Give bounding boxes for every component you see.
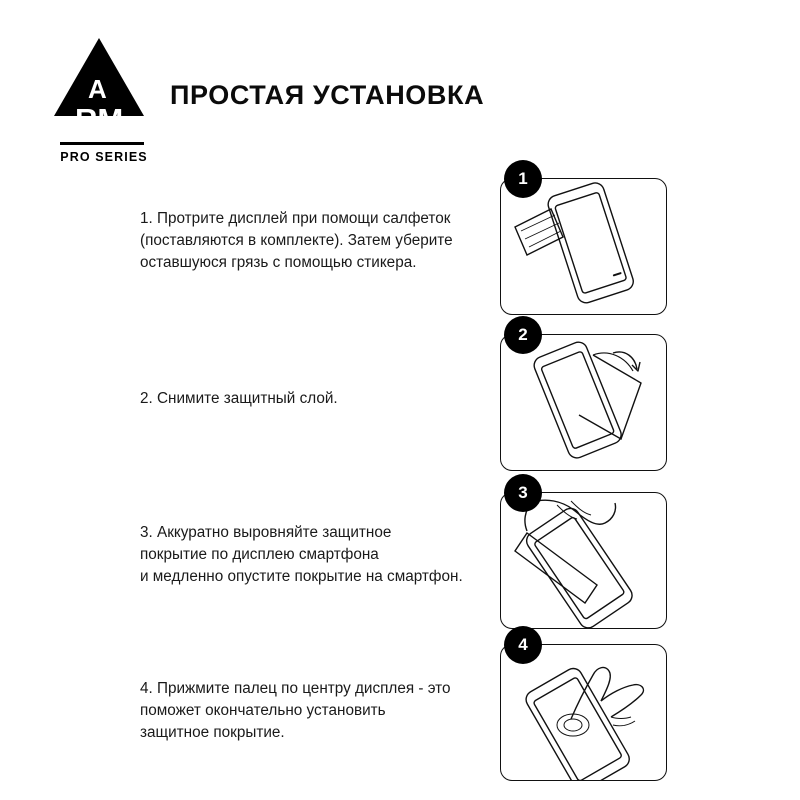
- step-4-line-1: 4. Прижмите палец по центру дисплея - это: [140, 680, 451, 697]
- logo-word: RM: [75, 102, 124, 137]
- step-4-badge: 4: [504, 626, 542, 664]
- page-title: ПРОСТАЯ УСТАНОВКА: [170, 80, 485, 110]
- step-3-text: [140, 522, 500, 588]
- step-3-line-2: покрытие по дисплею смартфона: [140, 546, 379, 563]
- step-1-line-2: (поставляются в комплекте). Затем уберите: [140, 232, 453, 249]
- logo-subtitle: PRO SERIES: [60, 150, 148, 164]
- logo-letter: A: [88, 74, 107, 104]
- step-2-badge: 2: [504, 316, 542, 354]
- step-4-line-2: поможет окончательно установить: [140, 702, 386, 719]
- step-1-badge: 1: [504, 160, 542, 198]
- step-4-illustration: [500, 644, 667, 781]
- arm-pro-series-logo: [47, 38, 157, 164]
- step-2-illustration: [500, 334, 667, 471]
- step-1-line-1: 1. Протрите дисплей при помощи салфеток: [140, 210, 451, 227]
- step-3-line-3: и медленно опустите покрытие на смартфон.: [140, 568, 463, 585]
- step-2-text: [140, 388, 500, 410]
- logo-divider: [60, 142, 144, 145]
- step-1-line-3: оставшуюся грязь с помощью стикера.: [140, 254, 417, 271]
- step-3-line-1: 3. Аккуратно выровняйте защитное: [140, 524, 392, 541]
- step-4-text: [140, 678, 500, 744]
- step-2-line-1: 2. Снимите защитный слой.: [140, 390, 338, 407]
- step-1-text: [140, 208, 500, 274]
- step-3-badge: 3: [504, 474, 542, 512]
- step-3-illustration: [500, 492, 667, 629]
- step-4-line-3: защитное покрытие.: [140, 724, 285, 741]
- step-1-illustration: [500, 178, 667, 315]
